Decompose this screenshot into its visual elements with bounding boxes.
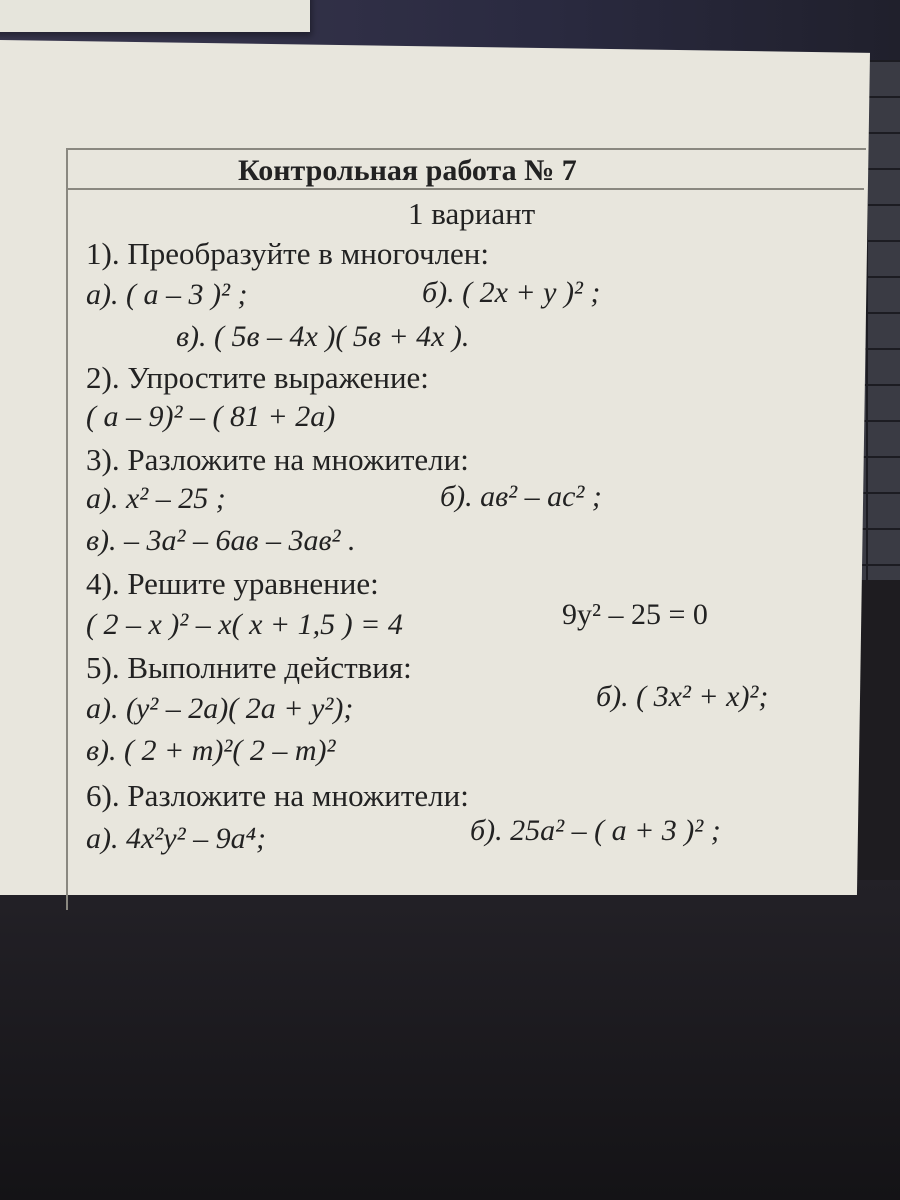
task-1-heading: 1). Преобразуйте в многочлен:	[86, 236, 489, 271]
task-3-item-a: а). х² – 25 ;	[86, 482, 226, 515]
task-6-item-a: а). 4х²у² – 9а⁴;	[86, 822, 267, 855]
task-1-item-a: а). ( а – 3 )² ;	[86, 278, 248, 311]
task-5-heading: 5). Выполните действия:	[86, 650, 412, 685]
test-title: Контрольная работа № 7	[238, 154, 577, 187]
task-3-heading: 3). Разложите на множители:	[86, 442, 469, 477]
task-4-heading: 4). Решите уравнение:	[86, 566, 379, 601]
variant-label: 1 вариант	[408, 196, 536, 231]
task-1-item-b: б). ( 2х + у )² ;	[422, 276, 601, 309]
task-2-heading: 2). Упростите выражение:	[86, 360, 429, 395]
task-2-expression: ( а – 9)² – ( 81 + 2а)	[86, 400, 336, 433]
task-4-equation-2: 9y² – 25 = 0	[562, 598, 708, 631]
task-3-item-v: в). – 3а² – 6ав – 3ав² .	[86, 524, 356, 557]
task-5-item-a: а). (у² – 2а)( 2а + у²);	[86, 692, 354, 725]
task-3-item-b: б). ав² – ас² ;	[440, 480, 602, 513]
task-1-item-v: в). ( 5в – 4х )( 5в + 4х ).	[176, 320, 470, 353]
task-5-item-b: б). ( 3х² + х)²;	[596, 680, 769, 713]
task-5-item-v: в). ( 2 + m)²( 2 – m)²	[86, 734, 336, 767]
task-4-equation-1: ( 2 – х )² – х( х + 1,5 ) = 4	[86, 608, 403, 641]
task-6-heading: 6). Разложите на множители:	[86, 778, 469, 813]
task-6-item-b: б). 25а² – ( а + 3 )² ;	[470, 814, 721, 847]
